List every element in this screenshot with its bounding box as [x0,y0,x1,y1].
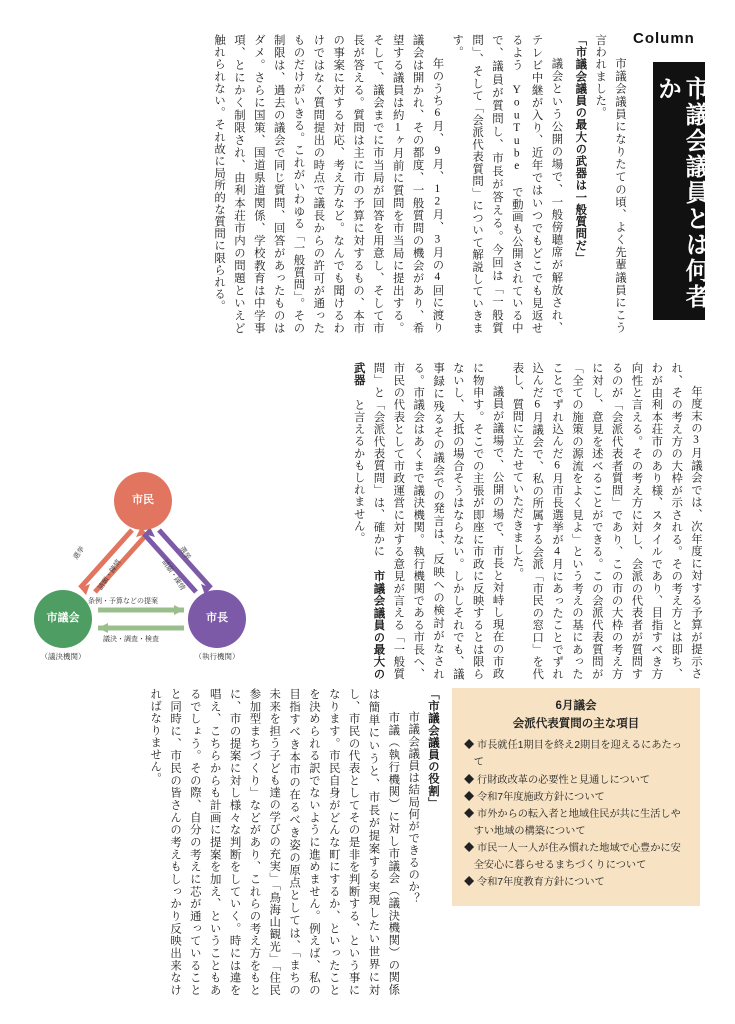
diagram-node-mayor: 市長 [188,590,246,648]
infobox-list-item: ◆ 令和7年度教育方針について [464,877,605,889]
paragraph: 市議（執行機関）に対し市議会（議決機関）の関係は簡単にいうと、市長が提案する実現したい世界に対し、市民の代表としてその是非を判断する、という事になります。市民自身がどんな町にするか、といったことを決められる訳でないように進めません。例えば、私の目指すべき本市の在るべき姿の原点としては、「まちの未来を担う子ども達の学びの充実」「鳥海山観光」「住民参加型まちづくり」などがあり、これらの考え方をもとに、市の提案に対し様々な判断をしていく。時には違を唱え、こちらからも計画に提案を加え、ということもあるでしょう。その際、自分の考えに芯が通っていることと同時に、市民の皆さんの考えもしっかり反映出来なければなりません。 [149,688,400,996]
column-label: Column [633,30,695,47]
june-assembly-infobox [452,688,700,906]
edge-label-citizen-council-1: 選挙 [72,545,87,562]
infobox-list-item: ◆ 市長就任1期目を終え2期目を迎えるにあたって [464,740,682,769]
infobox-subtitle: 会派代表質問の主な項目 [512,718,640,731]
paragraph: 議員が議場で、公開の場で、市長と対峙し現在の市政に物申す。そこでの主張が即座に市政に反映するとは限らないし、大抵の場合そうはならない。しかしそれでも、議事録に残るその議会での発言は、反映への検討がなされる。市議会はあくまで議決機関。執行機関である市長へ、市民の代表として市政運営に対する意見が言える「一般質問」と「会派代表質問」は、確かに 市議会議員の最大の武器 と言えるかもしれません。 [352,362,504,680]
edge-label-mayor-council: 条例・予算などの提案 [88,598,158,605]
paragraph: 議会という公開の場で、一般傍聴席が解放され、テレビ中継が入り、近年ではいつでもどこでも見返せるよう YouTube で動画も公開されている中で、議員が質問し、市長が答える。今回は「一般質問」、そして「会派代表質問」について解説していきます。 [451,34,563,334]
paragraph: 「市議会議員の最大の武器は一般質問だ」 [574,34,587,264]
diagram-node-mayor-sub: （執行機関） [194,652,240,661]
paragraph: 年度末の3月議会では、次年度に対する予算が提示され、その考え方の大枠が示される。その考え方とは即ち、わが由利本荘市のあり様、スタイルであり、目指すべき方向性と言える。その考え方に対し、会派の代表者が質問するのが「会派代表者質問」であり、この市の大枠の考え方に対し、意見を述べることができる。この会派代表質問が「全ての施策の源流をよく見よ」という考えの基にあったことでずれ込んだ6月市長選挙が4月にあったことでずれ込んだ6月議会で、私の所属する会派「市民の窓口」を代表し、質問に立たせていただきました。 [511,362,702,680]
edge-label-council-mayor: 議決・調査・検査 [103,636,159,643]
diagram-node-citizen: 市民 [114,472,172,530]
section-role-heading: 「市議会議員の役割」 [427,688,439,809]
paragraph: 年のうち6月、9月、12月、3月の4回に渡り議会は開かれ、その都度、一般質問の機会があり、希望する議員は約1ヶ月前に質問を市当局に提出する。そして、議会までに市当局が回答を用意し、そして市長が答える。質問は主に市の予算に対するもの、本市の事案に対する対応、考え方など。なんでも聞けるわけではなく質問提出の時点で議長からの許可が通ったものだけがいきる。これがいわゆる「一般質問」。その制限は、過去の議会で同じ質問、回答があったものはダメ。さらに国策、国道県道関係、学校教育は中学事項、とにかく制限され、由利本荘市内の問題といえど触れられない。それ故に局所的な質問に限られる。 [213,34,444,334]
diagram-node-council-sub: （議決機関） [40,652,86,661]
infobox-list-item: ◆ 行財政改革の必要性と見通しについて [464,774,650,786]
infobox-list-item: ◆ 市民一人一人が住み慣れた地域で心豊かに安全安心に暮らせるまちづくりについて [464,843,681,872]
paragraph: 市議会議員になりたての頃、よく先輩議員にこう言われました。 [594,34,626,334]
section-intro [40,34,629,334]
edge-label-citizen-mayor-1: 選挙 [177,545,192,562]
infobox-list-item: ◆ 令和7年度施政方針について [464,791,605,803]
diagram-node-council: 市議会 [34,590,92,648]
emphasis: 市議会議員の最大の武器 [352,362,385,680]
infobox-list [464,737,688,891]
infobox-title: 6月議会 [555,700,597,712]
paragraph: 市議会議員は結局何ができるのか？ [407,699,420,906]
section-representative-question [250,362,705,680]
edge-label-citizen-mayor-2: 請願・陳情 [160,558,186,592]
page-title: 市議会議員とは何者か [653,76,709,310]
edge-label-citizen-council-2: 請願・陳情 [97,558,123,592]
government-relationship-diagram [28,430,258,680]
section-role [40,688,442,996]
article-title-bar [653,62,709,320]
infobox-list-item: ◆ 市外からの転入者と地域住民が共に生活しやすい地域の構築について [464,808,681,837]
